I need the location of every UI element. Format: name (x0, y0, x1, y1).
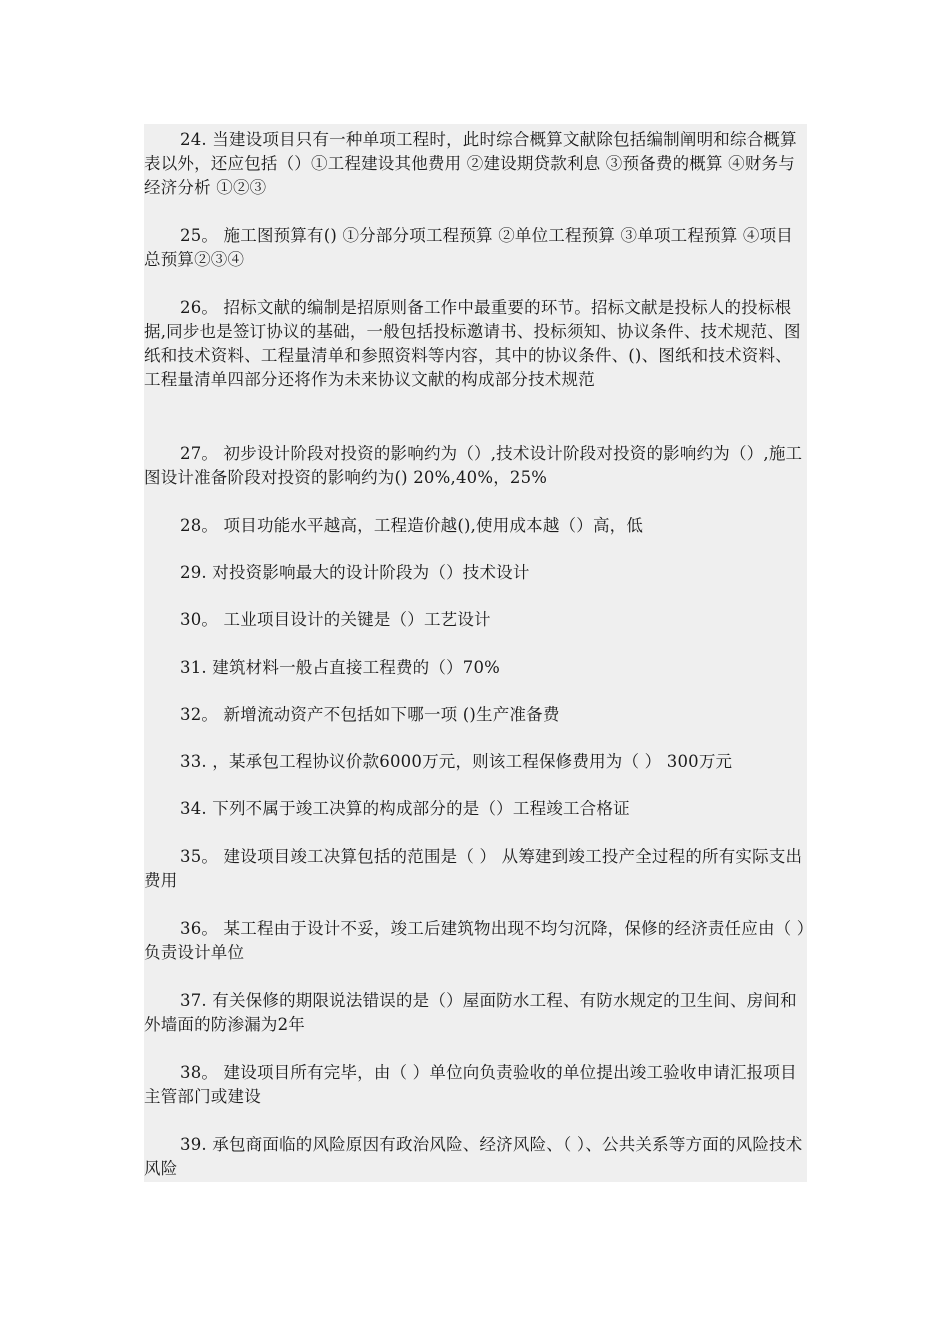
question-35: 35。 建设项目竣工决算包括的范围是（ ） 从筹建到竣工投产全过程的所有实际支出费用 (144, 847, 803, 890)
question-25: 25。 施工图预算有() ①分部分项工程预算 ②单位工程预算 ③单项工程预算 ④项目总预算②③④ (144, 226, 793, 269)
question-26: 26。 招标文献的编制是招原则备工作中最重要的环节。招标文献是投标人的投标根据,同步也是签订协议的基础，一般包括投标邀请书、投标须知、协议条件、技术规范、图纸和技术资料、工程量清单和参照资料等内容，其中的协议条件、()、图纸和技术资料、工程量清单四部分还将作为未来协议文献的构成部分技术规范 (144, 298, 801, 389)
question-29: 29. 对投资影响最大的设计阶段为（）技术设计 (180, 563, 530, 582)
question-32: 32。 新增流动资产不包括如下哪一项 ()生产准备费 (180, 705, 560, 724)
question-28: 28。 项目功能水平越高，工程造价越(),使用成本越（）高，低 (180, 516, 644, 535)
question-34: 34. 下列不属于竣工决算的构成部分的是（）工程竣工合格证 (180, 799, 630, 818)
question-24: 24. 当建设项目只有一种单项工程时，此时综合概算文献除包括编制阐明和综合概算表以外，还应包括（）①工程建设其他费用 ②建设期贷款利息 ③预备费的概算 ④财务与经济分析 ①②③ (144, 130, 797, 197)
question-text-block (144, 124, 807, 1182)
question-39: 39. 承包商面临的风险原因有政治风险、经济风险、（ ）、公共关系等方面的风险技术风险 (144, 1135, 803, 1178)
question-36: 36。 某工程由于设计不妥，竣工后建筑物出现不均匀沉降，保修的经济责任应由（ ）负责设计单位 (144, 919, 806, 962)
question-38: 38。 建设项目所有完毕，由（ ）单位向负责验收的单位提出竣工验收申请汇报项目主管部门或建设 (144, 1063, 797, 1106)
question-31: 31. 建筑材料一般占直接工程费的（）70% (180, 658, 501, 677)
question-37: 37. 有关保修的期限说法错误的是（）屋面防水工程、有防水规定的卫生间、房间和外墙面的防渗漏为2年 (144, 991, 797, 1034)
question-30: 30。 工业项目设计的关键是（）工艺设计 (180, 610, 491, 629)
question-33: 33. ，某承包工程协议价款6000万元，则该工程保修费用为（ ） 300万元 (180, 752, 733, 771)
question-27: 27。 初步设计阶段对投资的影响约为（）,技术设计阶段对投资的影响约为（）,施工图设计准备阶段对投资的影响约为() 20%,40%，25% (144, 444, 803, 487)
